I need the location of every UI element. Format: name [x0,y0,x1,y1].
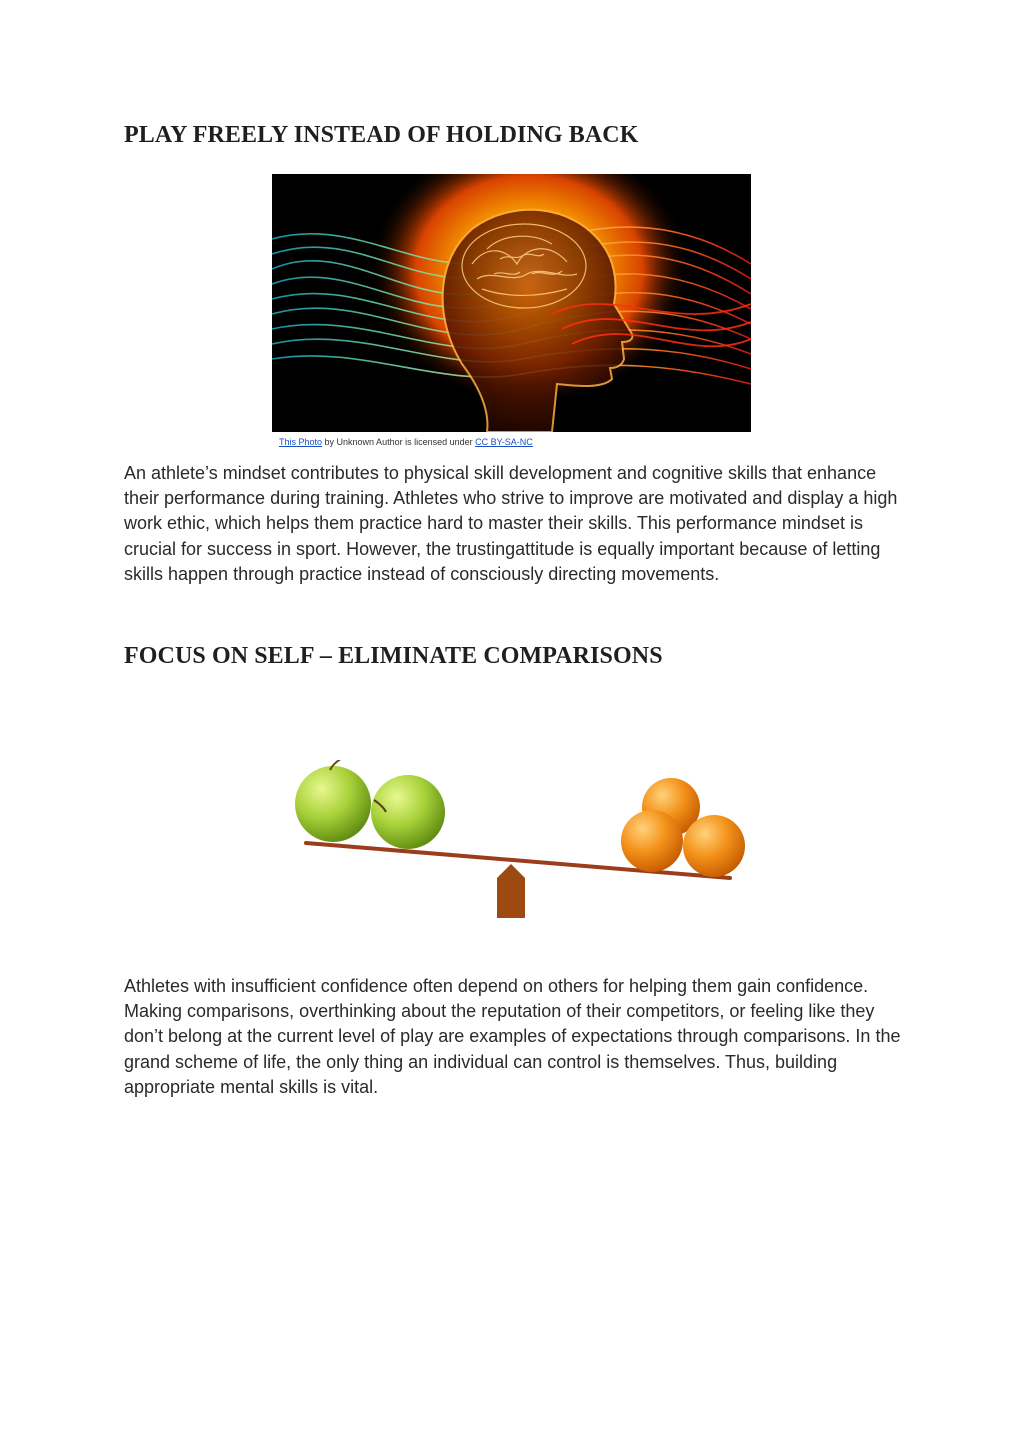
photo-link[interactable]: This Photo [279,437,323,447]
oranges [621,778,745,877]
section-heading-focus-on-self: FOCUS ON SELF – ELIMINATE COMPARISONS [124,643,663,669]
license-link[interactable]: CC BY-SA-NC [475,437,533,447]
balance-illustration [290,760,760,930]
section2-paragraph: Athletes with insufficient confidence often depend on others for helping them gain confidence. Making comparisons, overthinking about the reputation of their competitors, or feeling like they don’t belong at the current level of play are examples of expectations through comparisons. In the grand scheme of life, the only thing an individual can control is themselves. Thus, building appropriate mental skills is vital. [124,976,901,1097]
brain-waves-image [272,174,751,432]
seesaw-fulcrum [497,864,525,918]
brain-illustration [272,174,751,432]
apples [295,760,445,849]
apples-oranges-balance-image [290,760,760,930]
caption-text: by Unknown Author is licensed under [322,437,476,447]
section1-paragraph: An athlete’s mindset contributes to physical skill development and cognitive skills that enhance their performance during training. Athletes who strive to improve are motivated and display a high work ethic, which helps them practice hard to master their skills. This performance mindset is crucial for success in sport. However, the trustingattitude is equally important because of letting skills happen through practice instead of consciously directing movements. [124,463,898,584]
image-attribution-caption [279,437,533,447]
section-heading-play-freely: PLAY FREELY INSTEAD OF HOLDING BACK [124,122,639,148]
